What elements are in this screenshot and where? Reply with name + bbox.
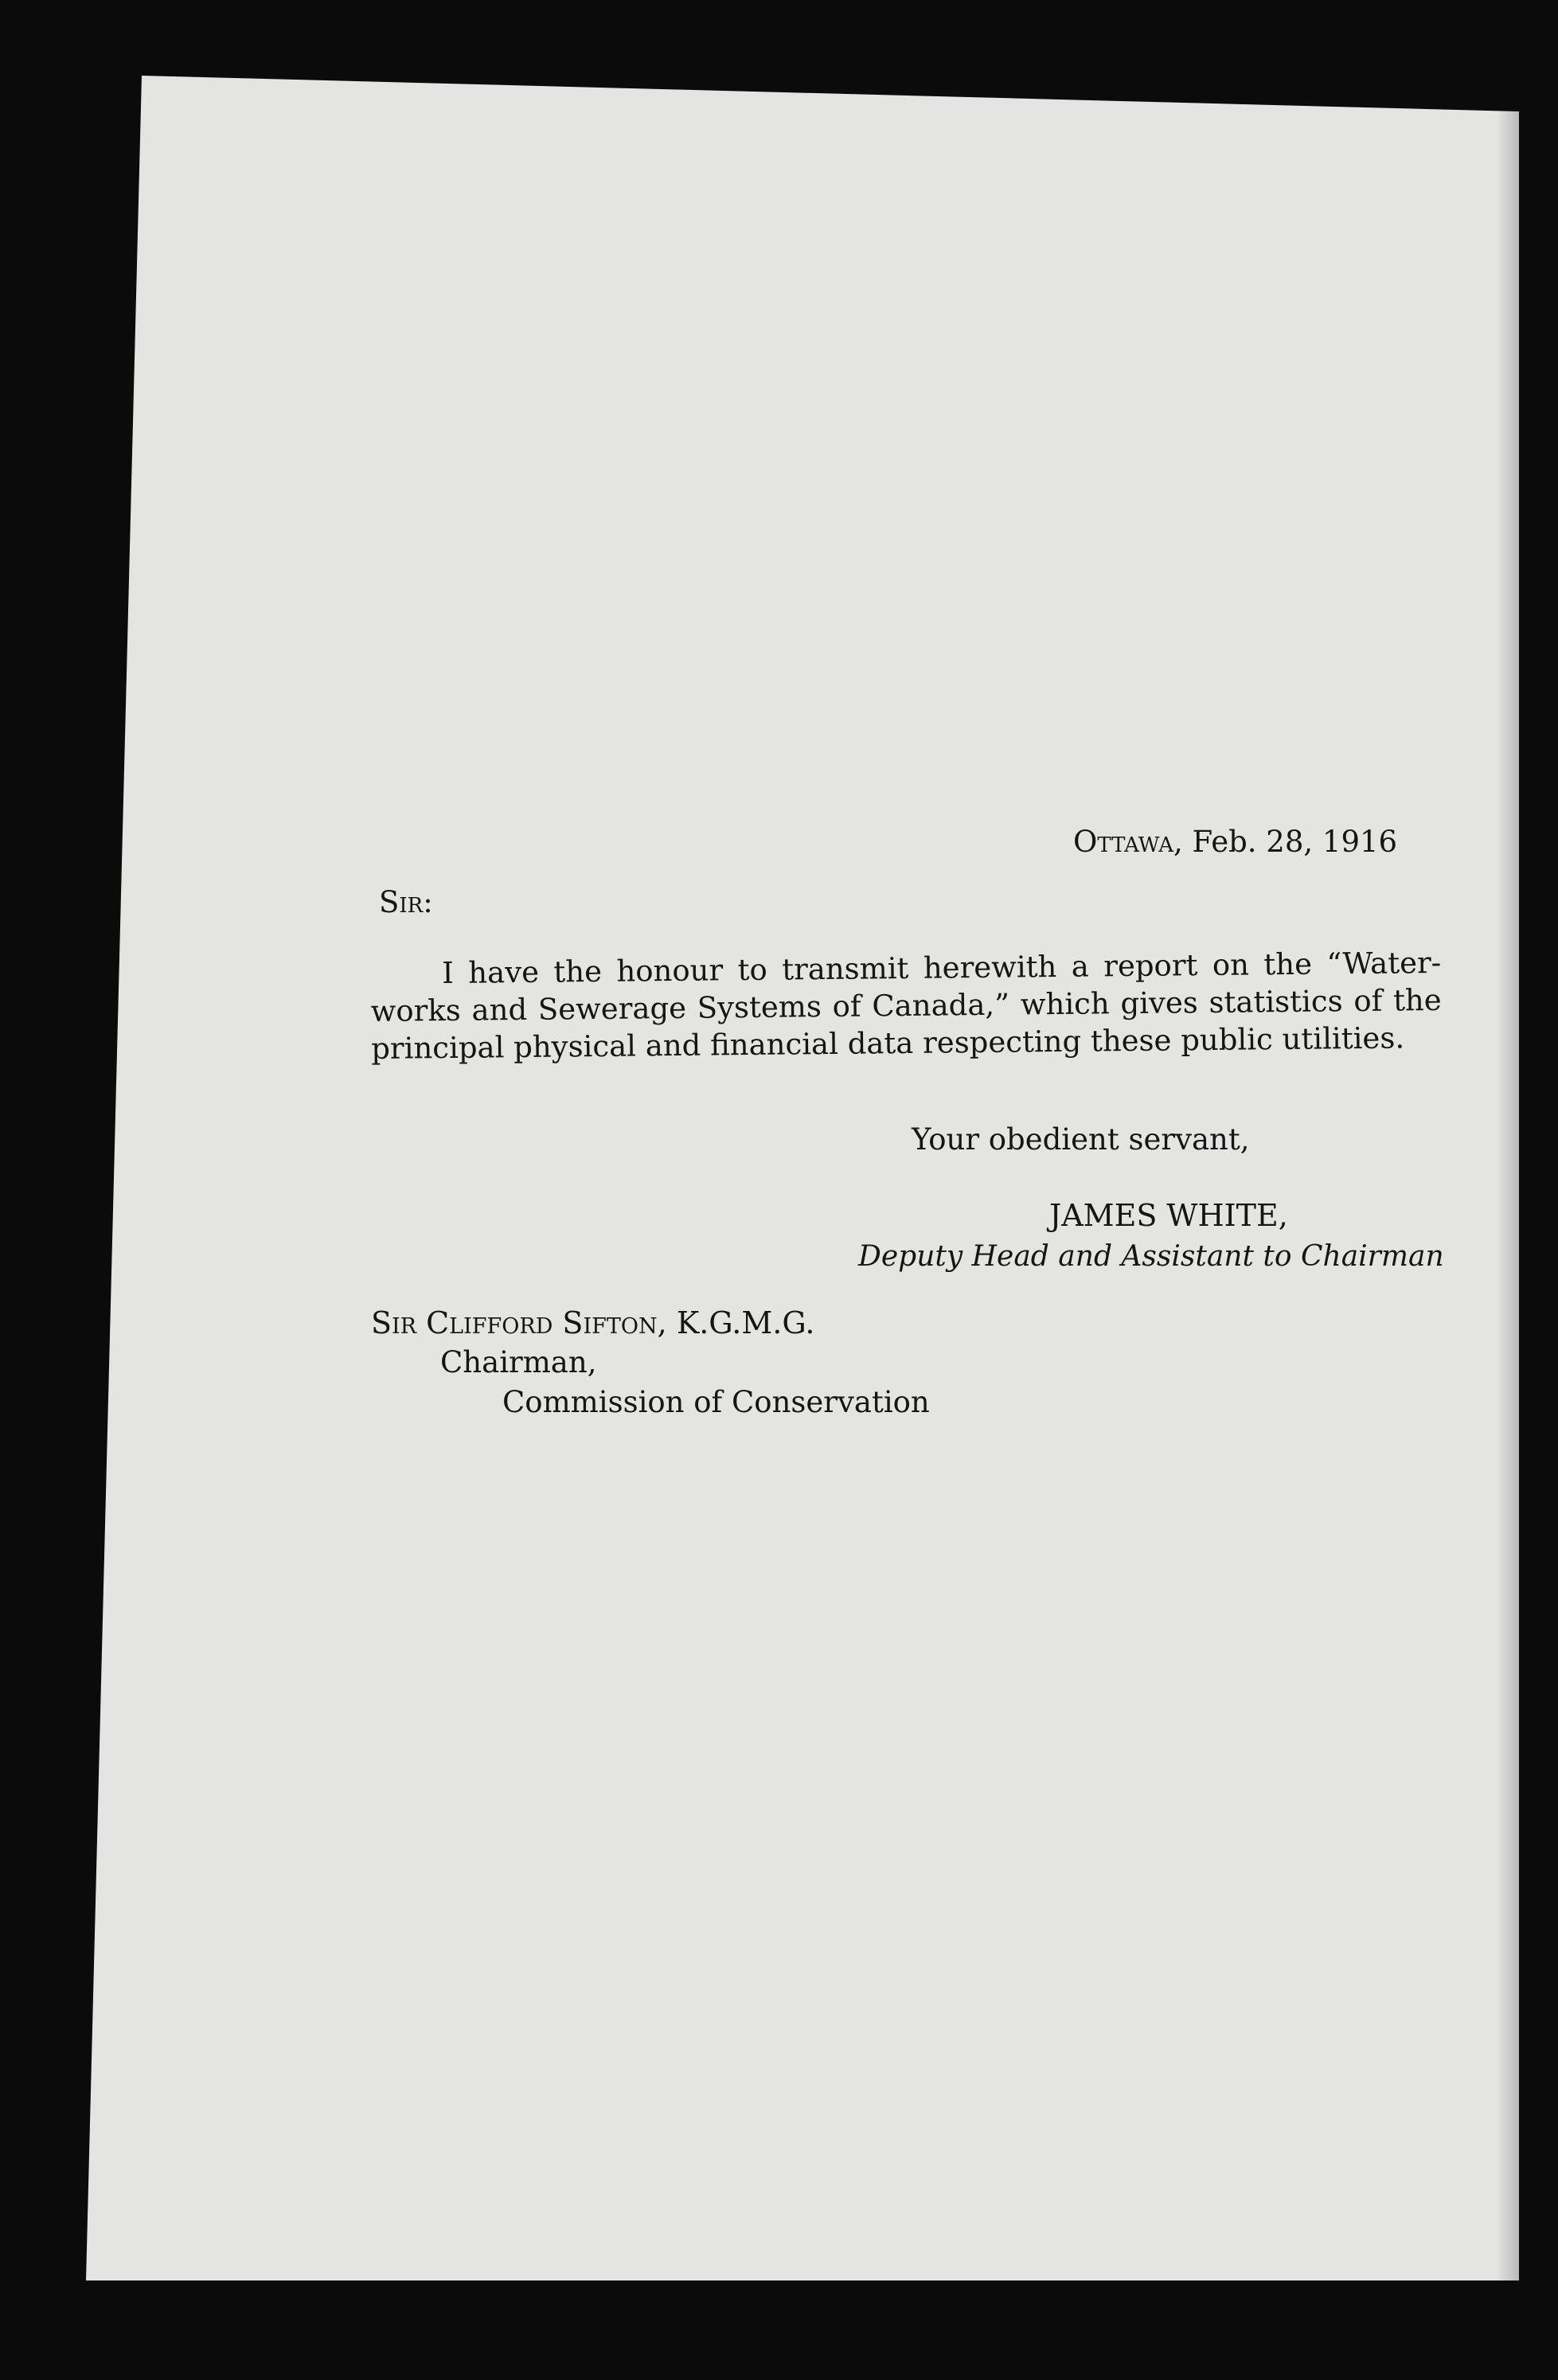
addressee-honours: K.G.M.G.: [676, 1305, 815, 1340]
addressee-role: Chairman,: [440, 1345, 597, 1379]
addressee-name: Sir Clifford Sifton,: [371, 1305, 667, 1340]
body-paragraph: I have the honour to transmit herewith a report on the “Water-works and Sewerage Systems of Canada,” which gives statistics of the principal physical and financial data respecting these public utilities.: [370, 945, 1442, 1066]
signer-name: JAMES WHITE,: [1049, 1198, 1288, 1233]
dateline-place: Ottawa,: [1073, 825, 1183, 859]
letter-page: [86, 76, 1519, 2281]
dateline-date: Feb. 28, 1916: [1192, 825, 1398, 859]
signer-title: Deputy Head and Assistant to Chairman: [858, 1240, 1444, 1273]
addressee-organization: Commission of Conservation: [502, 1385, 930, 1419]
closing: Your obedient servant,: [912, 1122, 1250, 1157]
dateline: [1073, 825, 1397, 859]
salutation: Sir:: [379, 885, 433, 919]
addressee-name-line: [371, 1305, 814, 1340]
page-edge-shadow: [1497, 111, 1519, 2281]
